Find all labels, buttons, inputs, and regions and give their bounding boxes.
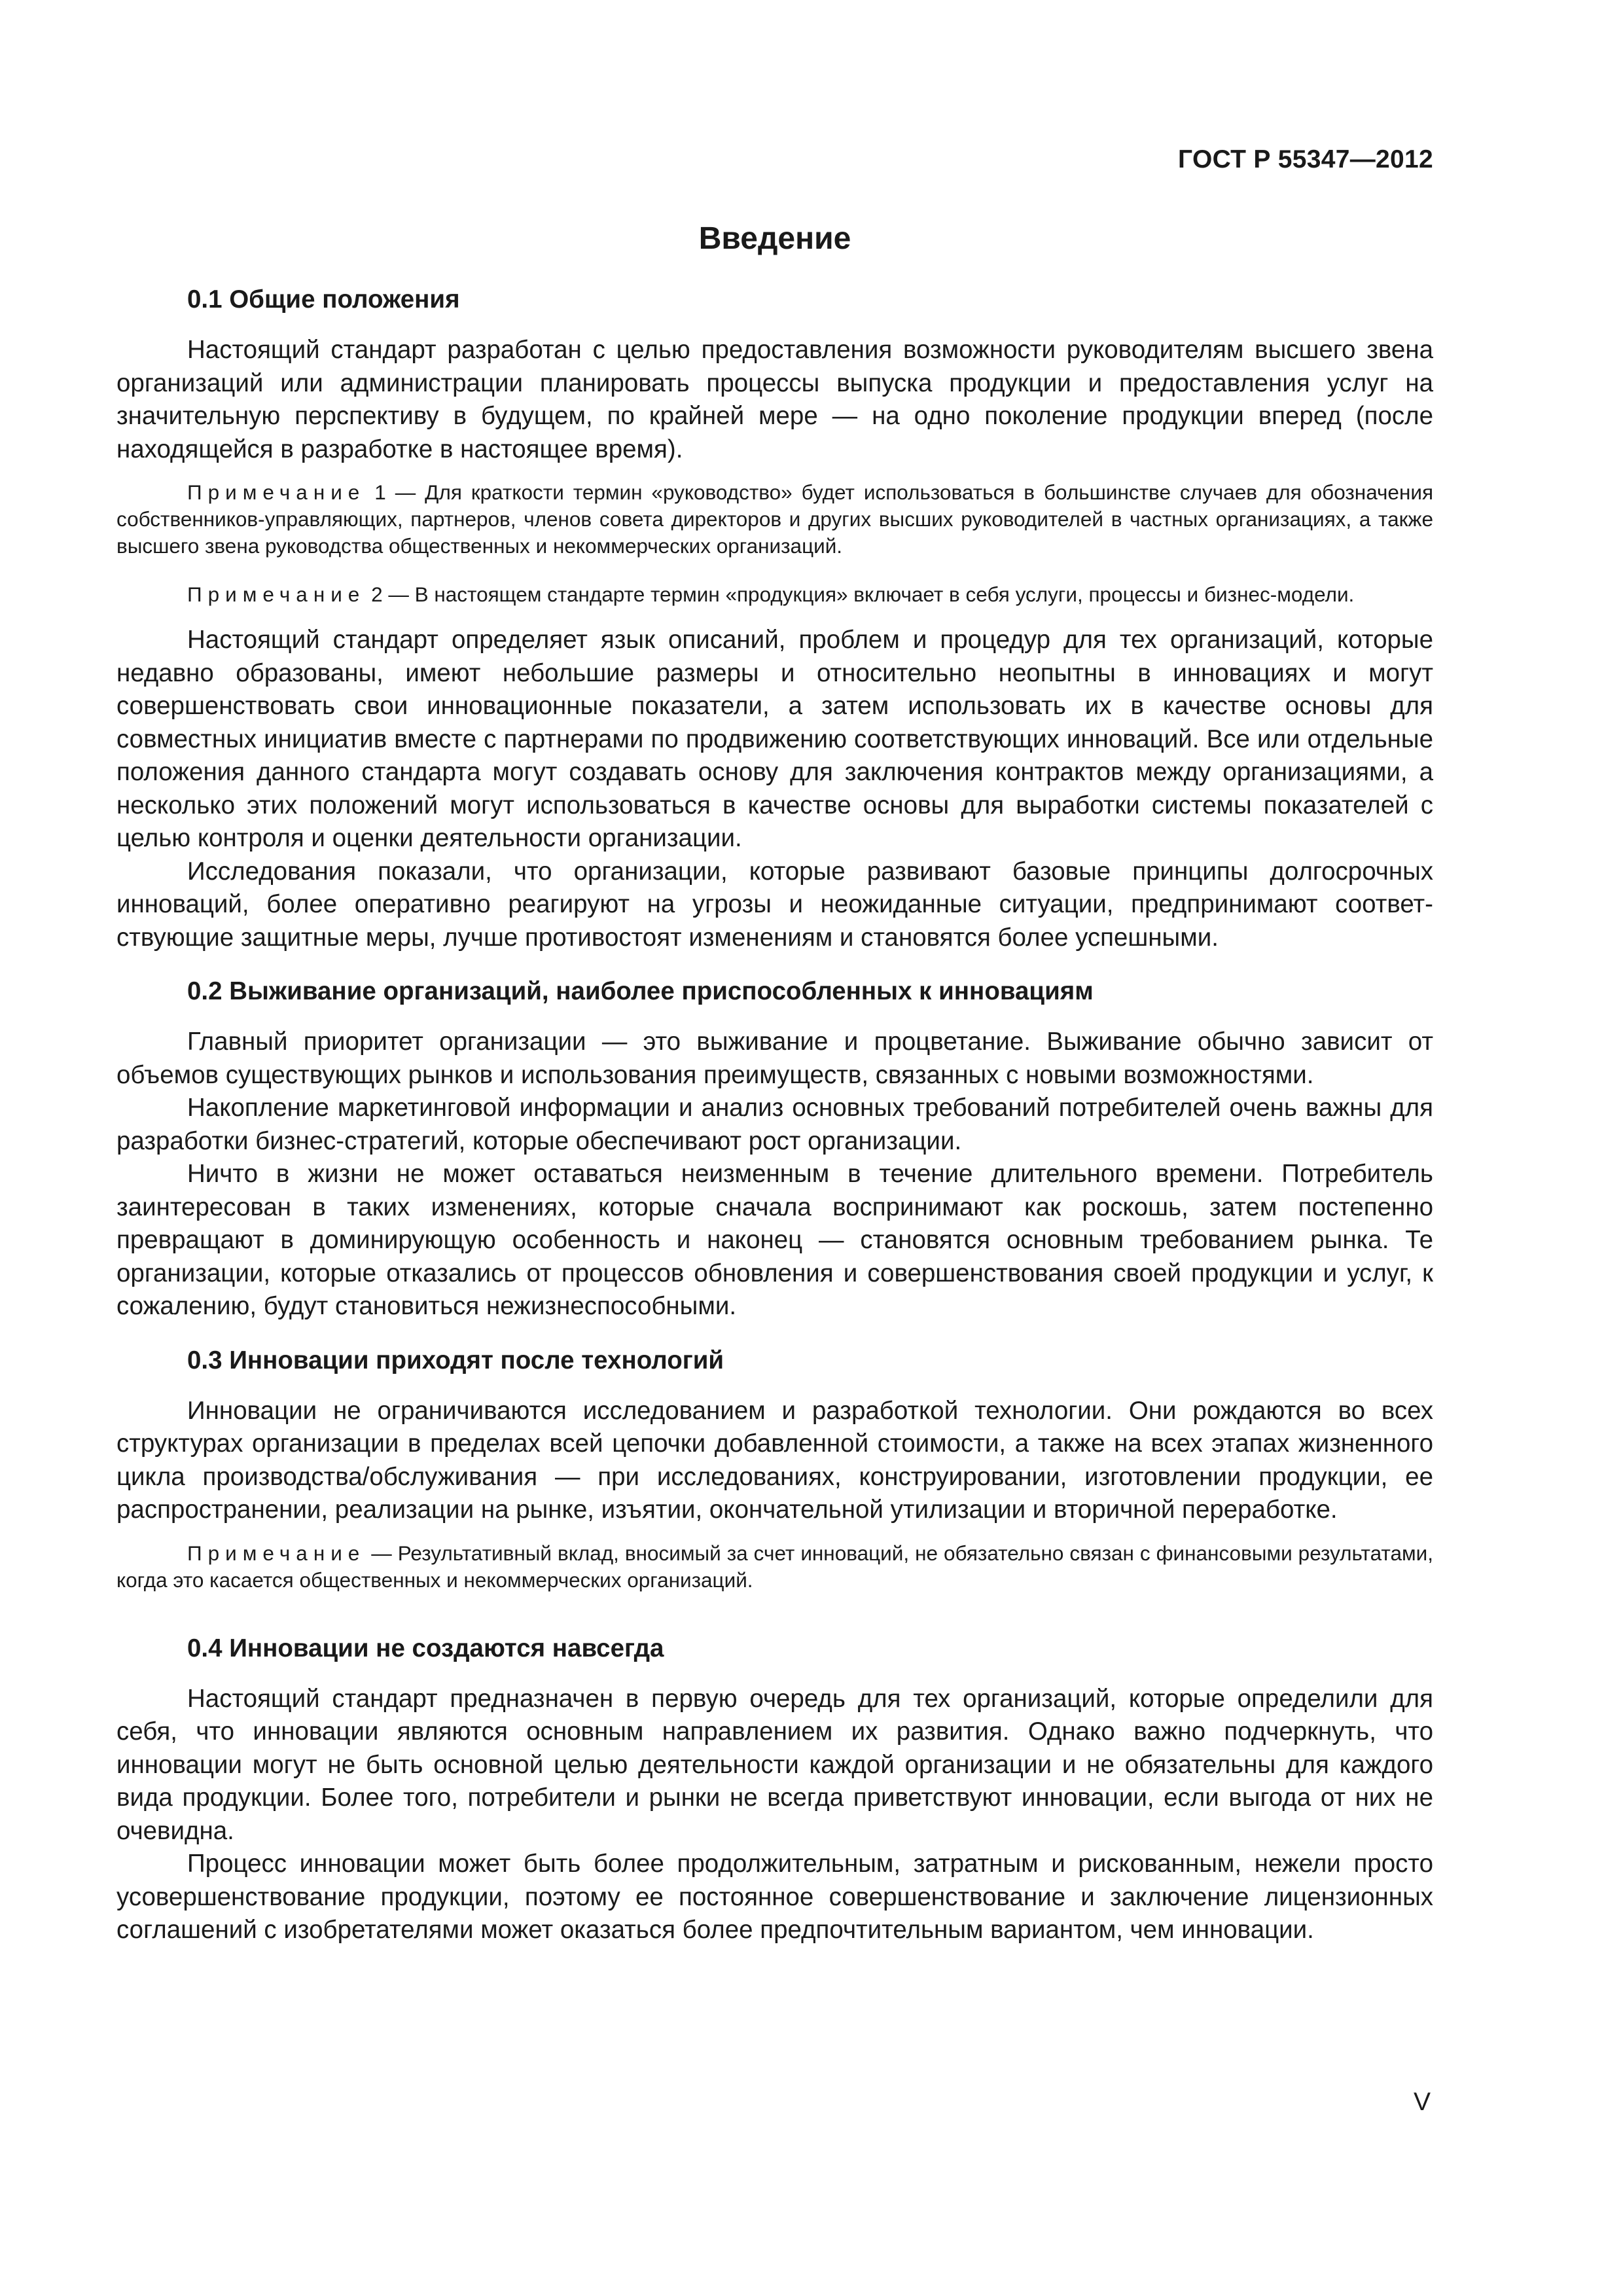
paragraph: Процесс инновации может быть более продолжительным, затратным и рискованным, нежели просто усовершенствование продукции, поэтому ее постоянное совершенствование и заключение лицензионных соглашений с изобретателями может оказаться более предпочтительным вариантом, чем инновации. <box>116 1850 1433 1944</box>
page-title: Введение <box>698 221 851 256</box>
note-text: 1 — Для краткости термин «руководство» будет использоваться в большинстве случаев для обозначения собственников-управляющих, партнеров, членов совета директоров и других высших руководителей в частных организациях, а также высшего звена руководства общественных и некоммерческих организаций. <box>116 480 1433 558</box>
note-label: Примечание <box>187 583 366 606</box>
paragraph: Накопление маркетинговой информации и анализ основных требований потребителей очень важны для разработки бизнес-стратегий, которые обеспечивают рост организации. <box>116 1094 1433 1155</box>
paragraph: Настоящий стандарт определяет язык описаний, проблем и процедур для тех организаций, которые недавно образованы, имеют небольшие размеры и относительно неопытны в инновациях и могут совершенствовать свои инновационные показатели, а затем использовать их в качестве основы для совместных инициатив вместе с партнерами по продвижению соответствующих инноваций. Все или отдельные положения данного стандарта могут создавать основу для заключения контрактов между организациями, а несколько этих положений могут использоваться в качестве основы для выработки системы показателей с целью контроля и оценки деятельности организации. <box>116 626 1433 852</box>
note-1 <box>116 479 1433 560</box>
document-body <box>116 281 1433 1947</box>
section-heading-0-2: 0.2 Выживание организаций, наиболее приспособленных к инновациям <box>187 977 1094 1005</box>
document-page <box>116 0 1433 2296</box>
paragraph: Настоящий стандарт предназначен в первую очередь для тех организаций, которые определили для себя, что инновации являются основным направлением их развития. Однако важно подчеркнуть, что инновации могут не быть основной целью деятельности каждой организации и не обязательны для каждого вида продукции. Более того, потребители и рынки не всегда приветствуют инновации, если выгода от них не очевидна. <box>116 1684 1433 1845</box>
document-code: ГОСТ Р 55347—2012 <box>1178 145 1433 173</box>
note-text: — Результативный вклад, вносимый за счет инноваций, не обязательно связан с финансовыми результатами, когда это касается общественных и некоммерческих организаций. <box>116 1541 1433 1592</box>
page-number: V <box>1413 2088 1431 2116</box>
note <box>116 1540 1433 1594</box>
paragraph: Инновации не ограничиваются исследованием и разработкой технологии. Они рождаются во всех структурах организации в пределах всей цепочки добавленной стоимости, а также на всех этапах жизненного цикла производства/обслуживания — при исследованиях, конструировании, изготовлении продукции, ее распространении, реализации на рынке, изъятии, окончательной утилизации и вторичной переработке. <box>116 1396 1433 1524</box>
paragraph: Настоящий стандарт разработан с целью предоставления возможности руководителям высшего звена организаций или администрации планировать процессы выпуска продукции и предоставления услуг на значительную перспективу в будущем, по крайней мере — на одно поколение продукции вперед (после находящейся в разработке в настоящее время). <box>116 336 1433 463</box>
paragraph: Главный приоритет организации — это выживание и процветание. Выживание обычно зависит от объемов существующих рынков и использования преимуществ, связанных с новыми возможностями. <box>116 1028 1433 1089</box>
section-heading-0-4: 0.4 Инновации не создаются навсегда <box>187 1634 664 1662</box>
section-heading-0-3: 0.3 Инновации приходят после технологий <box>187 1346 724 1374</box>
note-2 <box>116 581 1433 608</box>
note-label: Примечание <box>187 480 366 504</box>
paragraph: Ничто в жизни не может оставаться неизменным в течение длительного времени. Потребитель заинтересован в таких изменениях, которые сначала воспринимают как роскошь, затем постепенно превращают в доминирующую особенность и наконец — становятся основным требованием рынка. Те организации, которые отказались от процессов обновления и совершенствования своей продукции и услуг, к сожалению, будут становиться нежизнеспособными. <box>116 1160 1433 1320</box>
note-label: Примечание <box>187 1541 366 1565</box>
note-text: 2 — В настоящем стандарте термин «продукция» включает в себя услуги, процессы и бизнес-модели. <box>365 583 1355 606</box>
paragraph: Исследования показали, что организации, которые развивают базовые принципы долгосрочных инноваций, более оперативно реагируют на угрозы и неожиданные ситуации, предпринимают соответствующие защитные меры, лучше противостоят изменениям и становятся более успешными. <box>116 857 1433 952</box>
section-heading-0-1: 0.1 Общие положения <box>187 285 460 314</box>
